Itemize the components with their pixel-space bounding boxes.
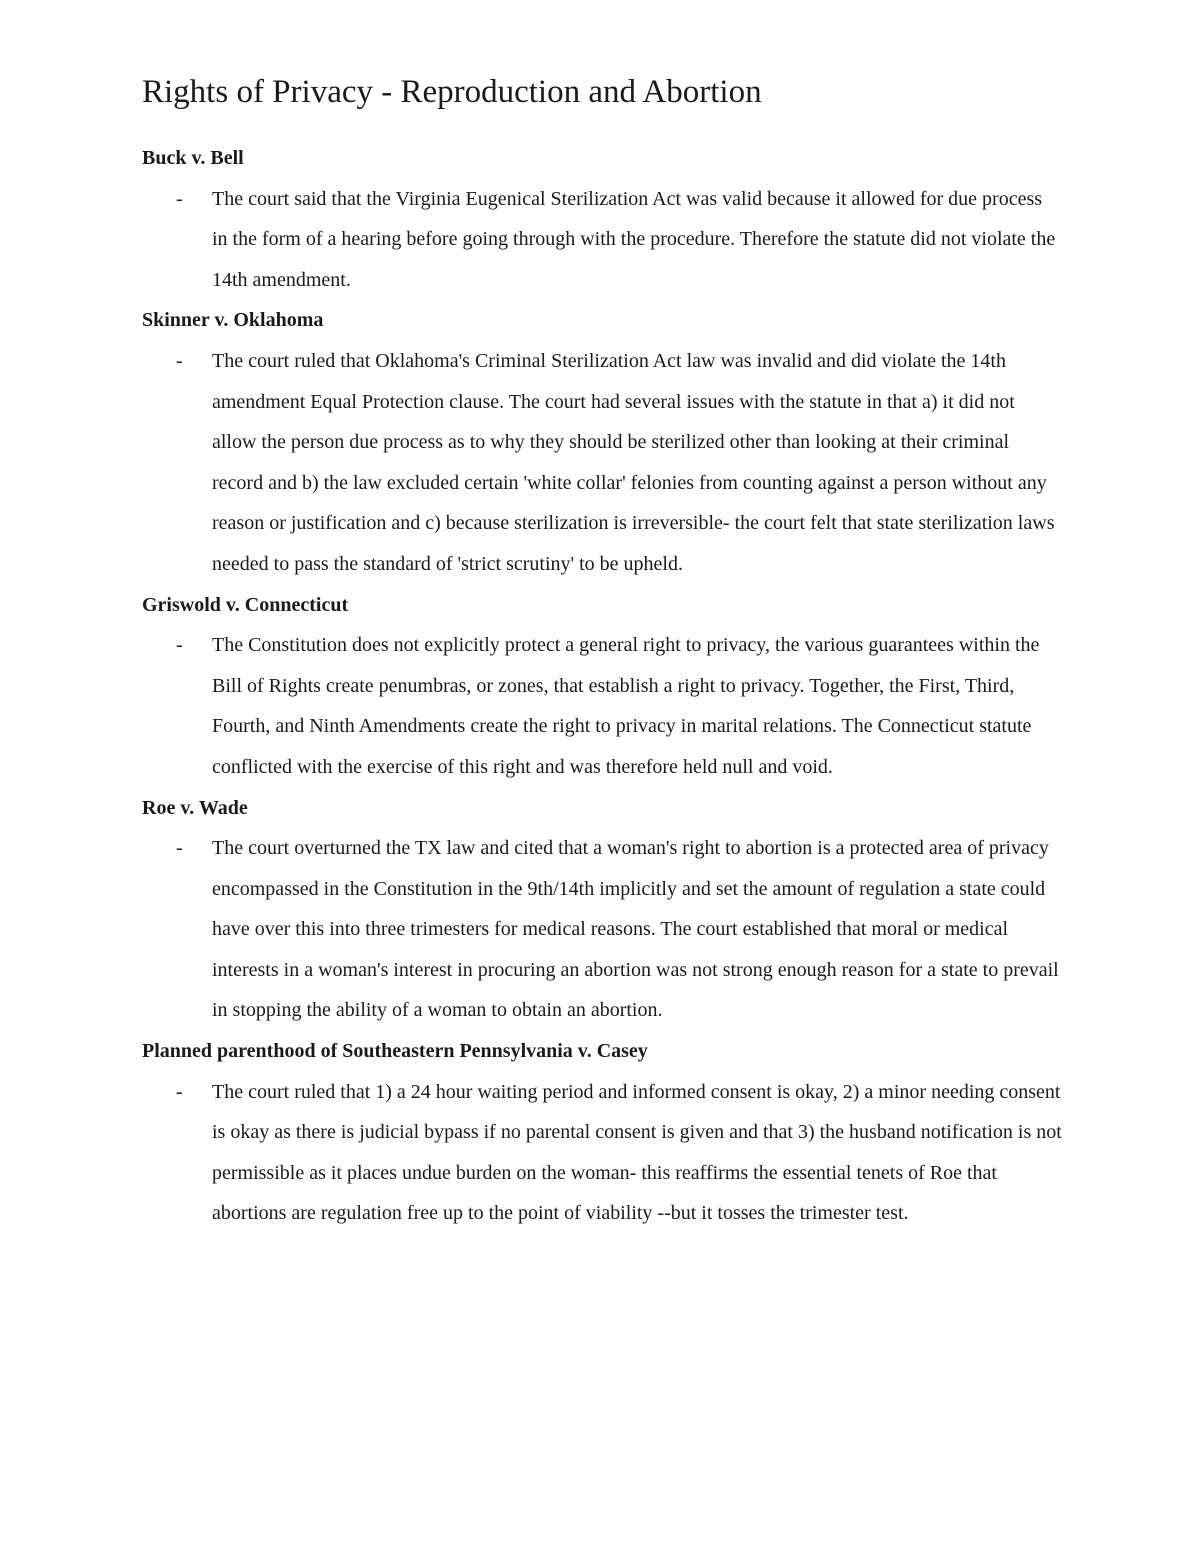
case-heading: Buck v. Bell xyxy=(142,147,244,169)
case-summary-text: The court ruled that 1) a 24 hour waiting period and informed consent is okay, 2) a minor needing consent is okay as there is judicial bypass if no parental consent is given and that 3) the husband notification is not permissible as it places undue burden on the woman- this reaffirms the essential tenets of Roe that abortions are regulation free up to the point of viability --but it tosses the trimester test. xyxy=(212,1080,1062,1225)
bullet-dash: - xyxy=(176,837,183,860)
case-summary xyxy=(142,1072,1062,1234)
case-summary xyxy=(142,625,1062,787)
bullet-dash: - xyxy=(176,187,183,210)
case-summary-text: The court said that the Virginia Eugenical Sterilization Act was valid because it allowed for due process in the form of a hearing before going through with the procedure. Therefore the statute did not violate the 14th amendment. xyxy=(212,187,1056,291)
case-summary-text: The Constitution does not explicitly protect a general right to privacy, the various guarantees within the Bill of Rights create penumbras, or zones, that establish a right to privacy. Together, the First, Third, Fourth, and Ninth Amendments create the right to privacy in marital relations. The Connecticut statute conflicted with the exercise of this right and was therefore held null and void. xyxy=(212,634,1040,778)
bullet-dash: - xyxy=(176,349,183,372)
case-section-skinner-v-oklahoma xyxy=(142,300,1062,584)
document-title: Rights of Privacy - Reproduction and Abortion xyxy=(142,74,762,110)
case-summary xyxy=(142,341,1062,585)
case-summary-text: The court overturned the TX law and cited that a woman's right to abortion is a protected area of privacy encompassed in the Constitution in the 9th/14th implicitly and set the amount of regulation a state could have over this into three trimesters for medical reasons. The court established that moral or medical interests in a woman's interest in procuring an abortion was not strong enough reason for a state to prevail in stopping the ability of a woman to obtain an abortion. xyxy=(212,837,1059,1022)
case-heading: Planned parenthood of Southeastern Pennsylvania v. Casey xyxy=(142,1040,648,1063)
bullet-dash: - xyxy=(176,1080,183,1103)
case-heading: Roe v. Wade xyxy=(142,796,248,819)
case-heading: Griswold v. Connecticut xyxy=(142,593,349,616)
document-page xyxy=(142,68,1062,1234)
case-section-planned-parenthood-v-casey xyxy=(142,1031,1062,1234)
case-heading: Skinner v. Oklahoma xyxy=(142,309,324,332)
bullet-dash: - xyxy=(176,634,183,657)
case-section-buck-v-bell xyxy=(142,138,1062,300)
case-section-griswold-v-connecticut xyxy=(142,585,1062,788)
case-section-roe-v-wade xyxy=(142,788,1062,1032)
case-summary xyxy=(142,828,1062,1031)
case-summary-text: The court ruled that Oklahoma's Criminal Sterilization Act law was invalid and did violate the 14th amendment Equal Protection clause. The court had several issues with the statute in that a) it did not allow the person due process as to why they should be sterilized other than looking at their criminal record and b) the law excluded certain 'white collar' felonies from counting against a person without any reason or justification and c) because sterilization is irreversible- the court felt that state sterilization laws needed to pass the standard of 'strict scrutiny' to be upheld. xyxy=(212,349,1055,575)
case-summary xyxy=(142,179,1062,301)
